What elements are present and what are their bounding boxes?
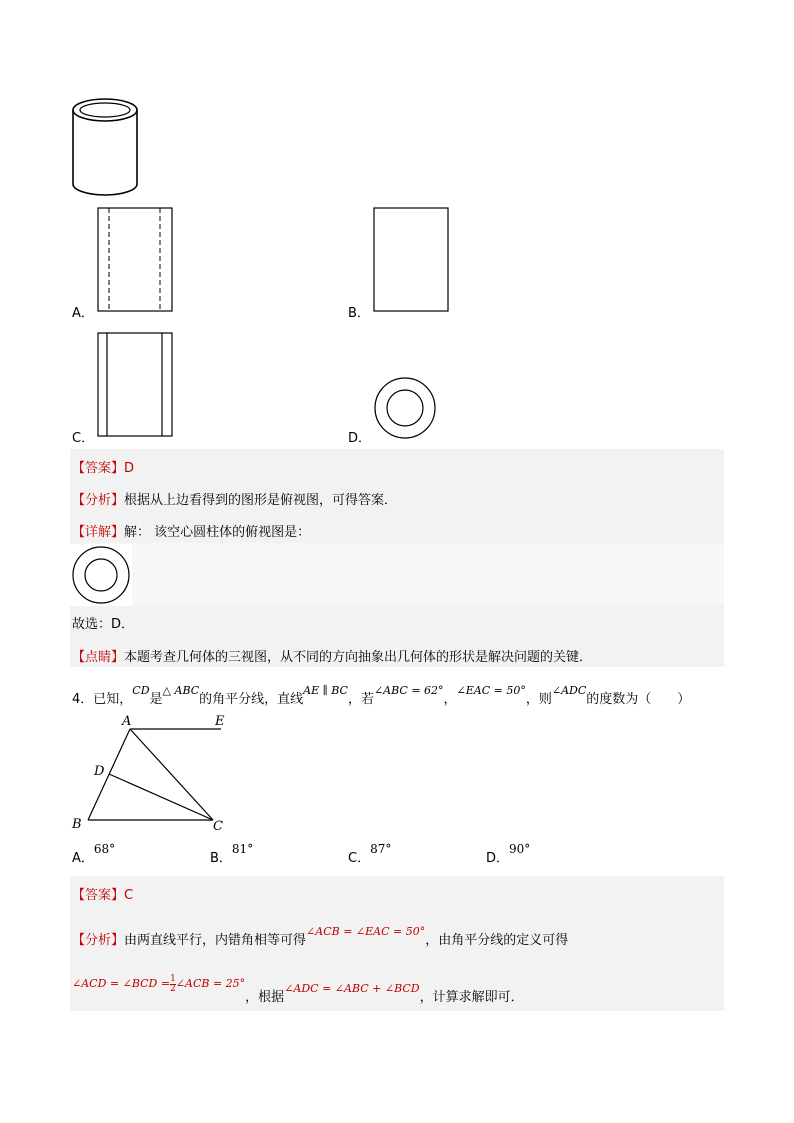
q4-triangle: △ ABC — [162, 684, 200, 697]
q3-choice-line: 故选：D． — [72, 617, 135, 632]
option-d-letter: D． — [348, 431, 372, 446]
q4-option-d[interactable]: D．90° — [486, 842, 531, 866]
q3-detail-line — [72, 521, 310, 540]
option-c-letter: C． — [72, 431, 95, 446]
q3-comment-line — [72, 646, 592, 665]
q4-stem — [72, 684, 691, 707]
q4-analysis-math3: ∠ADC = ∠ABC + ∠BCD — [284, 982, 420, 995]
q4-answer-label: 【答案】 — [72, 888, 125, 903]
detail-label: 【详解】 — [72, 525, 125, 540]
option-d-figure — [373, 376, 437, 440]
q4-angle-eac: ∠EAC = 50° — [456, 684, 526, 697]
q4-angle-adc: ∠ADC — [551, 684, 587, 697]
q4-option-c[interactable]: C．87° — [348, 842, 392, 866]
label-c: C — [213, 819, 223, 834]
q4-ask: 的度数为（ ） — [586, 692, 691, 707]
analysis-text: 根据从上边看得到的图形是俯视图，可得答案． — [124, 493, 398, 508]
option-a-letter: A． — [72, 306, 94, 321]
detail-text: 解： 该空心圆柱体的俯视图是： — [124, 525, 311, 540]
q4-if: ，若 — [347, 692, 374, 707]
option-b-letter: B． — [348, 306, 370, 321]
q3-figure-white-strip — [70, 543, 724, 605]
answer-value: D — [124, 461, 135, 476]
option-b-figure — [373, 207, 451, 313]
label-a: A — [122, 714, 132, 729]
analysis-label: 【分析】 — [72, 493, 125, 508]
q4-then: ，则 — [525, 692, 552, 707]
q4-answer-line — [72, 884, 133, 903]
q4-answer-value: C — [124, 888, 134, 903]
label-b: B — [72, 817, 82, 832]
q4-analysis-line2: $^{\angle ACD = \angle BCD = \frac{1}{2} \angle ACB = 25^\circ}$，根据$^{\angle ADC = \angle ABC + \angle BCD}$，计算求解即可． — [72, 973, 524, 1005]
q4-comma: ， — [443, 692, 457, 707]
q4-angle-abc: ∠ABC = 62° — [373, 684, 444, 697]
q4-bisector: 的角平分线，直线 — [199, 692, 304, 707]
answer-label: 【答案】 — [72, 461, 125, 476]
hollow-cylinder-figure — [70, 96, 142, 200]
q4-analysis-math2: ∠ACD = ∠BCD = 1 2 ∠ACB = 25° — [72, 973, 246, 994]
label-d: D — [94, 764, 105, 779]
q4-analysis-line1: 【分析】由两直线平行，内错角相等可得$^{\angle ACB = \angle EAC = 50^\circ}$，由角平分线的定义可得 — [72, 925, 569, 948]
option-a-figure — [97, 207, 175, 313]
q4-option-b[interactable]: B．81° — [210, 842, 254, 866]
option-c-figure — [97, 332, 175, 438]
q4-number: 4．已知， — [72, 692, 133, 707]
q4-is: 是 — [149, 692, 163, 707]
q4-analysis-math1: ∠ACB = ∠EAC = 50° — [306, 925, 426, 938]
top-view-ring-figure — [70, 544, 132, 606]
q4-parallel: AE ∥ BC — [303, 684, 348, 697]
comment-label: 【点睛】 — [72, 650, 125, 665]
q3-answer-line — [72, 457, 134, 476]
label-e: E — [215, 714, 225, 729]
q4-option-a[interactable]: A．68° — [72, 842, 116, 866]
triangle-figure — [66, 710, 236, 834]
q4-analysis-label: 【分析】 — [72, 933, 125, 948]
comment-text: 本题考查几何体的三视图，从不同的方向抽象出几何体的形状是解决问题的关键． — [124, 650, 593, 665]
q4-cd: CD — [132, 684, 150, 697]
q3-analysis-line — [72, 489, 397, 508]
